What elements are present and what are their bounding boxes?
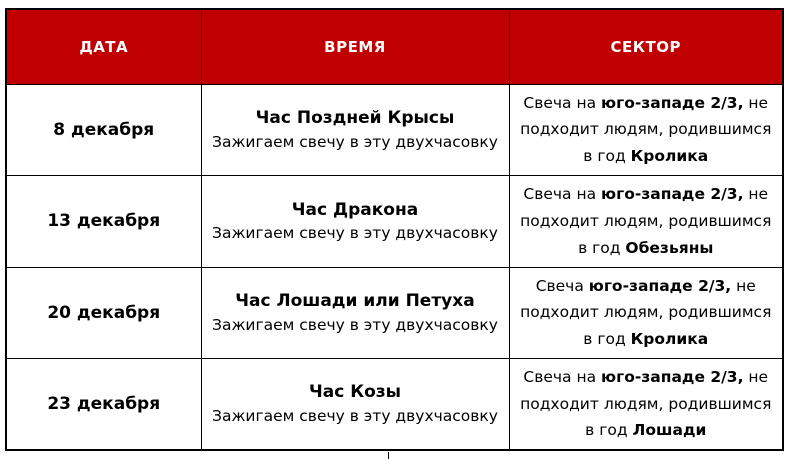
sector-cell: Свеча юго-западе 2/3, не подходит людям, родившимся в год Кролика <box>509 267 783 359</box>
time-subtitle: Зажигаем свечу в эту двухчасовку <box>212 224 498 243</box>
sector-cell: Свеча на юго-западе 2/3, не подходит людям, родившимся в год Обезьяны <box>509 176 783 268</box>
sector-cell: Свеча на юго-западе 2/3, не подходит людям, родившимся в год Кролика <box>509 84 783 176</box>
sector-cell: Свеча на юго-западе 2/3, не подходит людям, родившимся в год Лошади <box>509 359 783 451</box>
time-subtitle: Зажигаем свечу в эту двухчасовку <box>212 315 498 334</box>
time-subtitle: Зажигаем свечу в эту двухчасовку <box>212 407 498 426</box>
time-cell <box>201 176 509 268</box>
time-cell <box>201 359 509 451</box>
time-subtitle: Зажигаем свечу в эту двухчасовку <box>212 132 498 151</box>
column-header-date: ДАТА <box>6 9 201 84</box>
table-header-row <box>6 9 783 84</box>
date-cell: 20 декабря <box>6 267 201 359</box>
table-row <box>6 359 783 451</box>
date-cell: 13 декабря <box>6 176 201 268</box>
table-row <box>6 176 783 268</box>
table-bottom-tick <box>388 452 389 459</box>
column-header-sector: СЕКТОР <box>509 9 783 84</box>
candle-schedule-table <box>5 8 784 451</box>
table-row <box>6 84 783 176</box>
date-cell: 8 декабря <box>6 84 201 176</box>
time-title: Час Поздней Крысы <box>255 108 455 129</box>
time-cell <box>201 267 509 359</box>
time-cell <box>201 84 509 176</box>
time-title: Час Лошади или Петуха <box>235 291 475 312</box>
time-title: Час Дракона <box>291 199 419 220</box>
table-row <box>6 267 783 359</box>
time-title: Час Козы <box>308 382 402 403</box>
column-header-time: ВРЕМЯ <box>201 9 509 84</box>
date-cell: 23 декабря <box>6 359 201 451</box>
